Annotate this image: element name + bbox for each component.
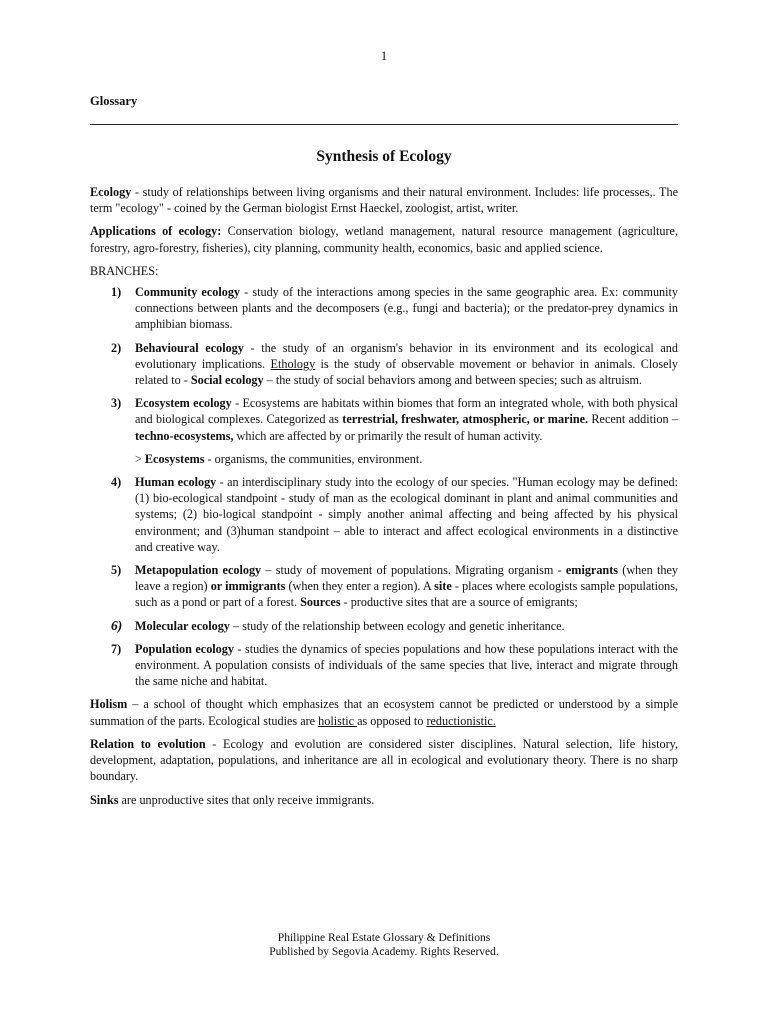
footer-line-2: Published by Segovia Academy. Rights Reserved. (269, 946, 499, 958)
term-community-ecology: Community ecology (135, 285, 241, 300)
definition-community-ecology: - study of the interactions among species in the same geographic area. Ex: community connections between plants and the decomposers (e.g., fungi and bacteria); or the predator-prey dynamics in amphibian biomass. (135, 285, 678, 332)
entry-holism (90, 696, 678, 728)
definition-text: (when they enter a region). A (285, 579, 435, 594)
definition-text: - the study of an organism's behavior in its environment and its ecological and evolutionary implications. (135, 340, 678, 371)
entry-applications (90, 223, 678, 255)
list-number: 1) (111, 285, 122, 300)
definition-molecular-ecology: – study of the relationship between ecology and genetic inheritance. (229, 618, 565, 633)
term-ecosystems: Ecosystems (144, 451, 205, 466)
definition-relation-to-evolution: - Ecology and evolution are considered sister disciplines. Natural selection, life history, development, adaptation, populations, and inheritance are all in ecological and evolutionary theory. There is no sharp boundary. (90, 736, 678, 784)
definition-text: – the study of social behaviors among and between species; such as altruism. (263, 373, 643, 388)
term-holistic: holistic (318, 713, 358, 728)
branch-community-ecology (90, 284, 678, 333)
branch-human-ecology (90, 474, 678, 555)
term-immigrants: or immigrants (210, 579, 286, 594)
entry-ecosystems-sub (90, 451, 678, 467)
term-applications: Applications of ecology: (90, 224, 222, 239)
term-population-ecology: Population ecology (135, 641, 234, 656)
branch-ecosystem-ecology (90, 395, 678, 444)
term-social-ecology: Social ecology (190, 373, 264, 388)
term-ecosystem-ecology: Ecosystem ecology (135, 396, 232, 411)
page-footer (0, 931, 768, 959)
page-number: 1 (380, 49, 388, 63)
header-divider (90, 124, 678, 125)
term-human-ecology: Human ecology (135, 475, 217, 490)
list-number: 5) (111, 563, 122, 578)
definition-text: is the study of observable movement or behavior in animals. Closely related to - (135, 356, 678, 388)
term-metapopulation-ecology: Metapopulation ecology (135, 563, 262, 578)
definition-text: Recent addition – (588, 412, 678, 427)
definition-population-ecology: - studies the dynamics of species populations and how these populations interact with the environment. A population consists of individuals of the same species that live, interact and migrate through the same niche and habitat. (135, 641, 678, 689)
term-techno-ecosystems: techno-ecosystems, (135, 428, 234, 443)
definition-text: - productive sites that are a source of emigrants; (340, 595, 578, 610)
document-body (90, 184, 678, 815)
definition-text: which are affected by or primarily the result of human activity. (233, 428, 543, 443)
definition-text: - Ecosystems are habitats within biomes that form an integrated whole, with both physical and biological complexes. Categorized as (135, 396, 679, 427)
term-emigrants: emigrants (565, 563, 619, 578)
term-ethology: Ethology (270, 356, 316, 371)
ecosystem-categories: terrestrial, freshwater, atmospheric, or marine. (342, 412, 589, 427)
branches-label: BRANCHES: (90, 263, 159, 278)
definition-human-ecology: - an interdisciplinary study into the ecology of our species. "Human ecology may be defined: (1) bio-ecological standpoint - study of man as the ecological dominant in plant and animal communities and systems; (2) bio-logical standpoint - simply another animal affecting and being affected by his physical environment; and (3)human standpoint – able to interact and affect ecological environments in a distinctive and creative way. (135, 475, 678, 554)
definition-text: - places where ecologists sample populations, such as a pond or part of a forest. (135, 579, 679, 610)
term-ecology: Ecology (90, 185, 132, 199)
definition-text: (when they leave a region) (135, 563, 678, 594)
definition-text: – a school of thought which emphasizes that an ecosystem cannot be predicted or understood by a simple summation of the parts. Ecological studies are (90, 697, 678, 728)
branches-list (90, 284, 678, 689)
entry-relation-to-evolution (90, 736, 678, 785)
footer-line-1: Philippine Real Estate Glossary & Definitions (277, 932, 491, 944)
list-number: 6) (111, 617, 123, 633)
list-number: 2) (111, 340, 122, 355)
definition-applications: Conservation biology, wetland management, natural resource management (agriculture, forestry, agro-forestry, fisheries), city planning, community health, economics, basic and applied science. (90, 224, 678, 255)
branch-molecular-ecology (90, 618, 678, 634)
list-number: 7) (111, 641, 122, 656)
term-reductionistic: reductionistic. (426, 713, 496, 728)
definition-ecology: - study of relationships between living organisms and their natural environment. Includes: life processes,. The term "ecology" - coined by the German biologist Ernst Haeckel, zoologist, artist, writer. (90, 185, 678, 216)
page-title: Synthesis of Ecology (316, 148, 452, 165)
entry-sinks (90, 792, 678, 808)
branch-population-ecology (90, 641, 678, 690)
definition-text: as opposed to (357, 713, 427, 728)
definition-sinks: are unproductive sites that only receive immigrants. (118, 792, 375, 807)
term-molecular-ecology: Molecular ecology (135, 618, 230, 633)
term-behavioural-ecology: Behavioural ecology (135, 340, 244, 355)
definition-text: – study of movement of populations. Migrating organism - (261, 563, 566, 578)
list-number: 4) (111, 475, 122, 490)
term-sources: Sources (300, 595, 341, 610)
sub-prefix: > (135, 451, 145, 466)
term-relation-to-evolution: Relation to evolution (90, 736, 206, 751)
entry-ecology (90, 184, 678, 216)
term-sinks: Sinks (90, 792, 119, 807)
definition-ecosystems: - organisms, the communities, environment. (204, 451, 423, 466)
list-number: 3) (111, 396, 122, 411)
term-site: site (434, 579, 452, 594)
header-label: Glossary (90, 94, 138, 108)
branch-behavioural-ecology (90, 340, 678, 389)
branch-metapopulation-ecology (90, 562, 678, 611)
term-holism: Holism (90, 697, 128, 712)
